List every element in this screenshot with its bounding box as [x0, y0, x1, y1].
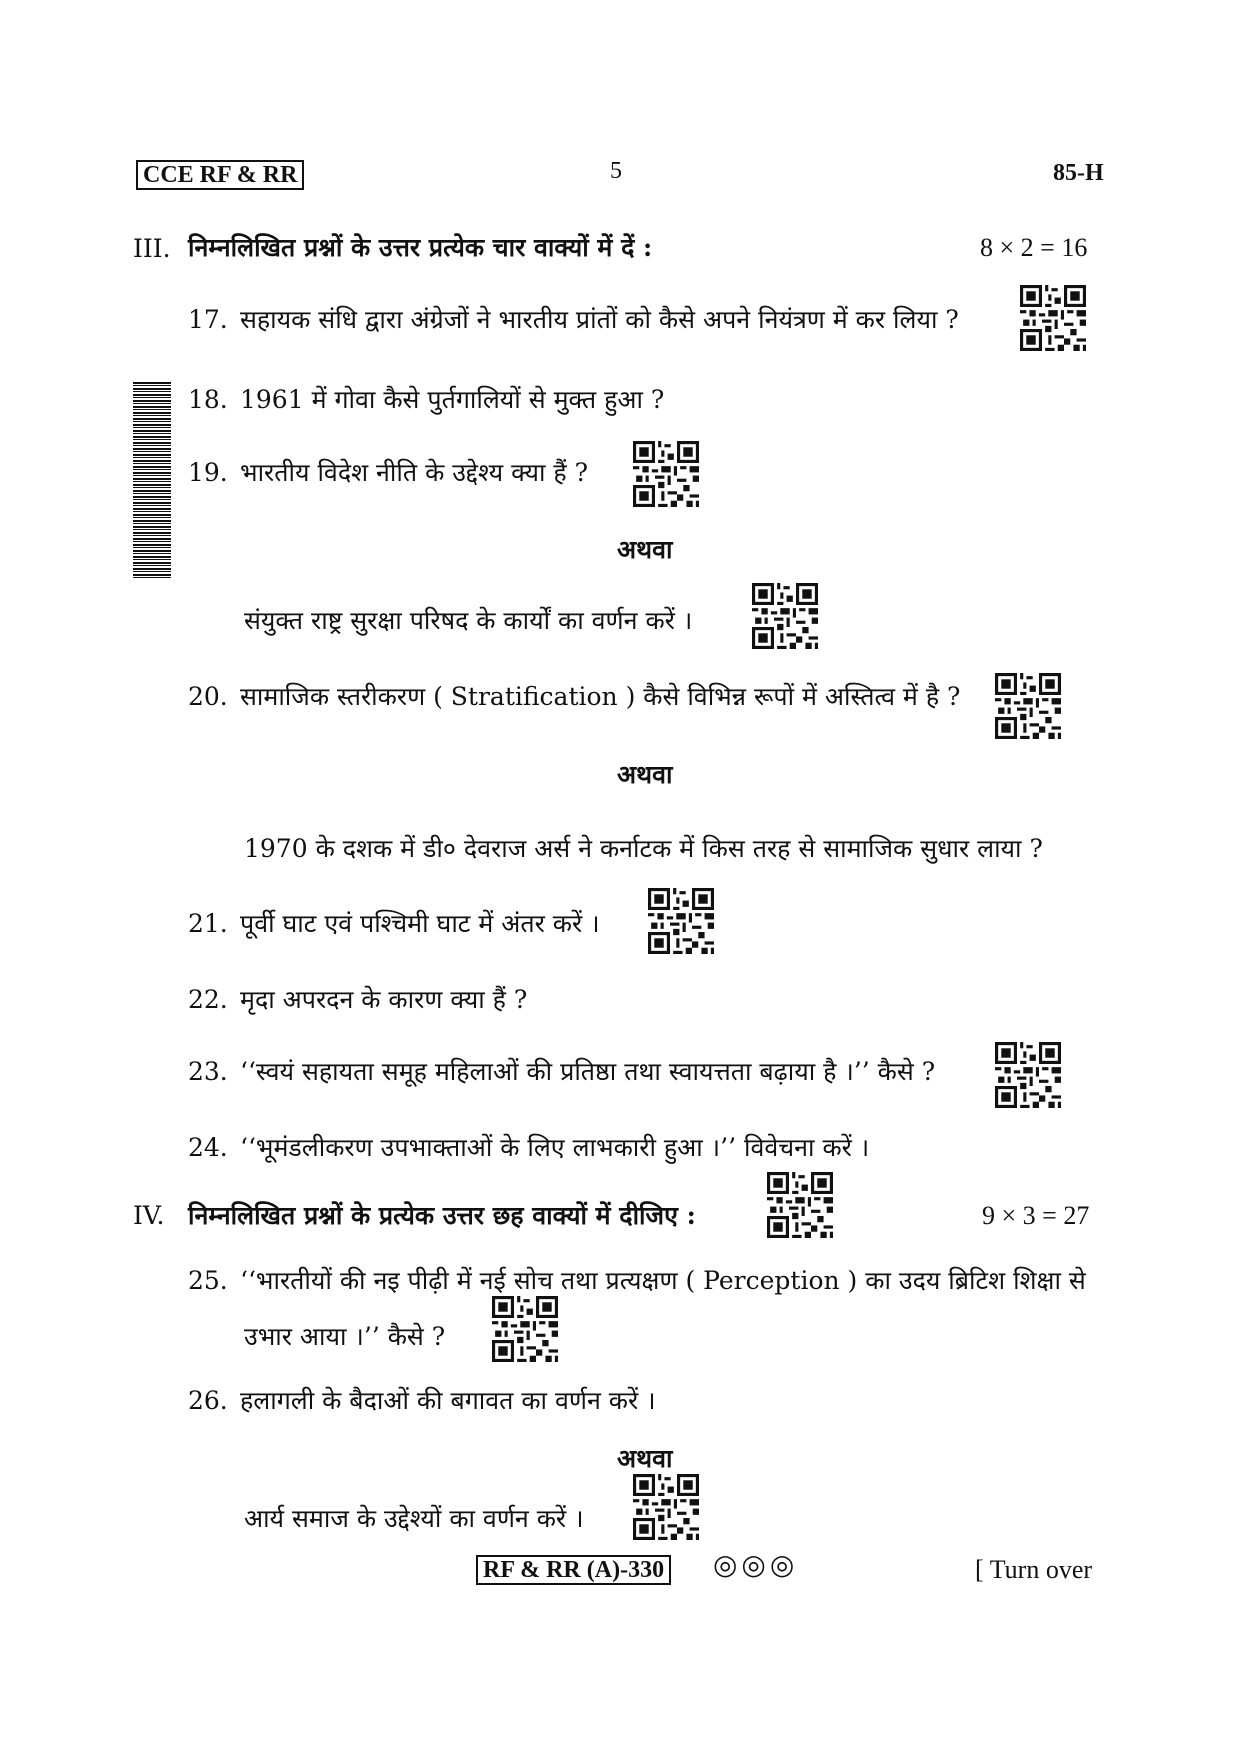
question-19-alternative: संयुक्त राष्ट्र सुरक्षा परिषद के कार्यों का वर्णन करें ।	[244, 606, 693, 635]
qr-code-icon	[1020, 285, 1086, 351]
qr-code-icon	[995, 673, 1061, 739]
qr-code-icon	[767, 1172, 833, 1238]
question-17	[188, 303, 959, 337]
question-25-continued: उभार आया ।’’ कैसे ?	[244, 1322, 446, 1351]
question-number: 26.	[188, 1386, 228, 1415]
question-number: 22.	[188, 985, 228, 1014]
question-20	[188, 680, 960, 714]
question-number: 21.	[188, 909, 228, 938]
or-label: अथवा	[617, 535, 673, 564]
qr-code-icon	[752, 583, 818, 649]
question-number: 19.	[188, 458, 228, 487]
qr-code-icon	[995, 1042, 1061, 1108]
section-3-instruction: निम्नलिखित प्रश्नों के उत्तर प्रत्येक चार वाक्यों में दें :	[188, 233, 653, 262]
qr-code-icon	[633, 441, 699, 507]
question-text: मृदा अपरदन के कारण क्या हैं ?	[240, 985, 528, 1014]
section-3-marks: 8 × 2 = 16	[980, 233, 1088, 262]
qr-code-icon	[648, 888, 714, 954]
barcode	[133, 382, 171, 578]
question-number: 25.	[188, 1266, 228, 1295]
question-number: 23.	[188, 1057, 228, 1086]
question-number: 18.	[188, 385, 228, 414]
footer-ring-symbols: ◎◎◎	[713, 1548, 799, 1581]
question-text: हलागली के बैदाओं की बगावत का वर्णन करें ।	[240, 1386, 656, 1415]
paper-code-left: CCE RF & RR	[136, 160, 304, 190]
question-23	[188, 1055, 935, 1089]
qr-code-icon	[633, 1474, 699, 1540]
question-number: 24.	[188, 1133, 228, 1162]
section-4-marks: 9 × 3 = 27	[982, 1201, 1090, 1230]
question-text: ‘‘भारतीयों की नइ पीढ़ी में नई सोच तथा प्रत्यक्षण ( Perception ) का उदय ब्रिटिश शिक्षा से	[240, 1266, 1086, 1295]
question-text: भारतीय विदेश नीति के उद्देश्य क्या हैं ?	[240, 458, 589, 487]
or-label: अथवा	[617, 1444, 673, 1473]
question-number: 17.	[188, 305, 228, 334]
question-text: ‘‘भूमंडलीकरण उपभाक्ताओं के लिए लाभकारी हुआ ।’’ विवेचना करें ।	[240, 1133, 870, 1162]
paper-code-right: 85-H	[1053, 160, 1104, 186]
question-21	[188, 907, 600, 941]
question-text: ‘‘स्वयं सहायता समूह महिलाओं की प्रतिष्ठा तथा स्वायत्तता बढ़ाया है ।’’ कैसे ?	[240, 1057, 936, 1086]
or-label: अथवा	[617, 760, 673, 789]
qr-code-icon	[492, 1296, 558, 1362]
question-25	[188, 1264, 1086, 1298]
question-22	[188, 983, 527, 1017]
question-24	[188, 1131, 869, 1165]
question-text: सहायक संधि द्वारा अंग्रेजों ने भारतीय प्रांतों को कैसे अपने नियंत्रण में कर लिया ?	[240, 305, 959, 334]
question-20-alternative: 1970 के दशक में डी० देवराज अर्स ने कर्नाटक में किस तरह से सामाजिक सुधार लाया ?	[244, 834, 1043, 863]
turn-over-note: [ Turn over	[975, 1555, 1093, 1584]
question-19	[188, 456, 588, 490]
footer-paper-code: RF & RR (A)-330	[476, 1555, 671, 1585]
question-number: 20.	[188, 682, 228, 711]
question-26	[188, 1384, 656, 1418]
question-26-alternative: आर्य समाज के उद्देश्यों का वर्णन करें ।	[244, 1504, 584, 1533]
question-text: पूर्वी घाट एवं पश्चिमी घाट में अंतर करें ।	[240, 909, 600, 938]
section-4-instruction: निम्नलिखित प्रश्नों के प्रत्येक उत्तर छह वाक्यों में दीजिए :	[188, 1201, 696, 1230]
page-number: 5	[610, 158, 622, 184]
section-4-roman: IV.	[133, 1201, 165, 1230]
section-3-roman: III.	[133, 234, 171, 263]
question-text: 1961 में गोवा कैसे पुर्तगालियों से मुक्त हुआ ?	[240, 385, 665, 414]
question-18	[188, 383, 664, 417]
question-text: सामाजिक स्तरीकरण ( Stratification ) कैसे विभिन्न रूपों में अस्तित्व में है ?	[240, 682, 961, 711]
